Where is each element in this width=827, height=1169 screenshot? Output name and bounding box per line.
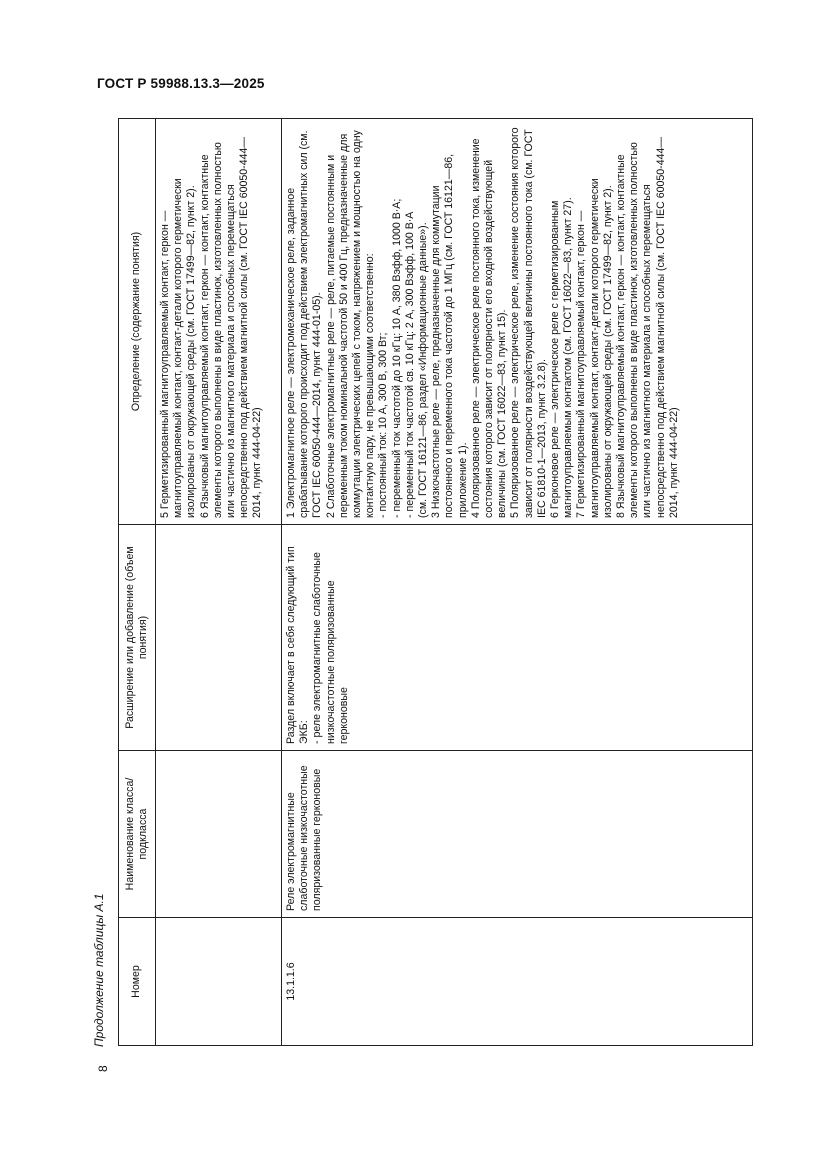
cell-name: Реле электромагнитные слаботочные низкочастотные поляризованные герконовые xyxy=(282,751,753,918)
definition-paragraph: 1 Электромагнитное реле — электромеханическое реле, заданное срабатывание которого происходит под действием электромагнитных сил (см. ГОСТ IEC 60050-444—2014, пункт 444-01-05). xyxy=(285,130,324,518)
document-header: ГОСТ Р 59988.13.3—2025 xyxy=(97,76,265,91)
table-caption: Продолжение таблицы А.1 xyxy=(92,893,106,1047)
definition-paragraph: - постоянный ток: 10 А, 300 В, 300 Вт; xyxy=(377,332,390,518)
definition-paragraph: - переменный ток частотой св. 10 кГц: 2 А, 300 Вэфф, 100 В·А xyxy=(403,211,416,518)
definition-paragraph: - переменный ток частотой до 10 кГц: 10 А, 380 Вэфф, 1000 В·А; xyxy=(390,198,403,518)
rotated-table-block xyxy=(118,118,753,1046)
definition-paragraph: 4 Поляризованное реле — электрическое реле постоянного тока, изменение состояния которого зависит от полярности его входной воздействующей величины (см. ГОСТ 16022—83, пункт 15). xyxy=(469,138,509,518)
definition-paragraph: 2 Слаботочные электромагнитные реле — реле, питаемые постоянным и переменным током номинальной частотой 50 и 400 Гц, предназначенные для коммутации электрических цепей с током, напряжением и мощностью на одну контактную пару, не превышающими соответственно: xyxy=(324,130,377,518)
cell-number: 13.1.1.6 xyxy=(282,918,753,1046)
cell-extension: Раздел включает в себя следующий тип ЭКБ: - реле электромагнитные слаботочные низкочастотные поляризованные герконовые xyxy=(282,525,753,751)
definition-paragraph: 6 Язычковый магнитоуправляемый контакт, геркон — контакт, контактные элементы которого выполнены в виде пластинок, изготовленных полностью или частично из магнитного материала и способных перемещаться непосредственно под действием магнитной силы (см. ГОСТ IEC 60050-444—2014, пункт 444-04-22) xyxy=(198,137,264,518)
cell-definition xyxy=(282,119,753,525)
definition-paragraph: 7 Герметизированный магнитоуправляемый контакт, геркон — магнитоуправляемый контакт, контакт-детали которого герметически изолированы от окружающей среды (см. ГОСТ 17499—82, пункт 2). xyxy=(575,178,614,518)
page-number: 8 xyxy=(96,1065,110,1072)
column-header-name: Наименование класса/подкласса xyxy=(119,751,156,918)
cell-definition xyxy=(156,119,282,525)
definition-paragraph: (см. ГОСТ 16121—86, раздел «Информационные данные»). xyxy=(417,222,430,518)
cell-name xyxy=(156,751,282,918)
cell-extension xyxy=(156,525,282,751)
table-row xyxy=(282,119,753,1046)
column-header-extension: Расширение или добавление (объем понятия) xyxy=(119,525,156,751)
table-row xyxy=(156,119,282,1046)
definition-paragraph: 3 Низкочастотные реле — реле, предназначенные для коммутации постоянного и переменного тока частотой до 1 МГц (см. ГОСТ 16121—86, приложение 1). xyxy=(430,153,469,518)
cell-number xyxy=(156,918,282,1046)
definitions-table xyxy=(118,118,753,1046)
definition-paragraph: 5 Поляризованное реле — электрическое реле, изменение состояния которого зависит от полярности воздействующей величины постоянного тока (см. ГОСТ IEC 61810-1—2013, пункт 3.2.8). xyxy=(509,127,548,518)
definition-paragraph: 8 Язычковый магнитоуправляемый контакт, геркон — контакт, контактные элементы которого выполнены в виде пластинок, изготовленных полностью или частично из магнитного материала и способных перемещаться непосредственно под действием магнитной силы (см. ГОСТ IEC 60050-444—2014, пункт 444-04-22) xyxy=(615,137,680,518)
definition-paragraph: 5 Герметизированный магнитоуправляемый контакт, геркон — магнитоуправляемый контакт, контакт-детали которого герметически изолированы от окружающей среды (см. ГОСТ 17499—82, пункт 2). xyxy=(159,178,198,518)
table-header-row xyxy=(119,119,156,1046)
definition-paragraph: 6 Герконовое реле — электрическое реле с герметизированным магнитоуправляемым контактом (см. ГОСТ 16022—83, пункт 27). xyxy=(549,197,575,518)
column-header-definition: Определение (содержание понятия) xyxy=(119,119,156,525)
column-header-number: Номер xyxy=(119,918,156,1046)
